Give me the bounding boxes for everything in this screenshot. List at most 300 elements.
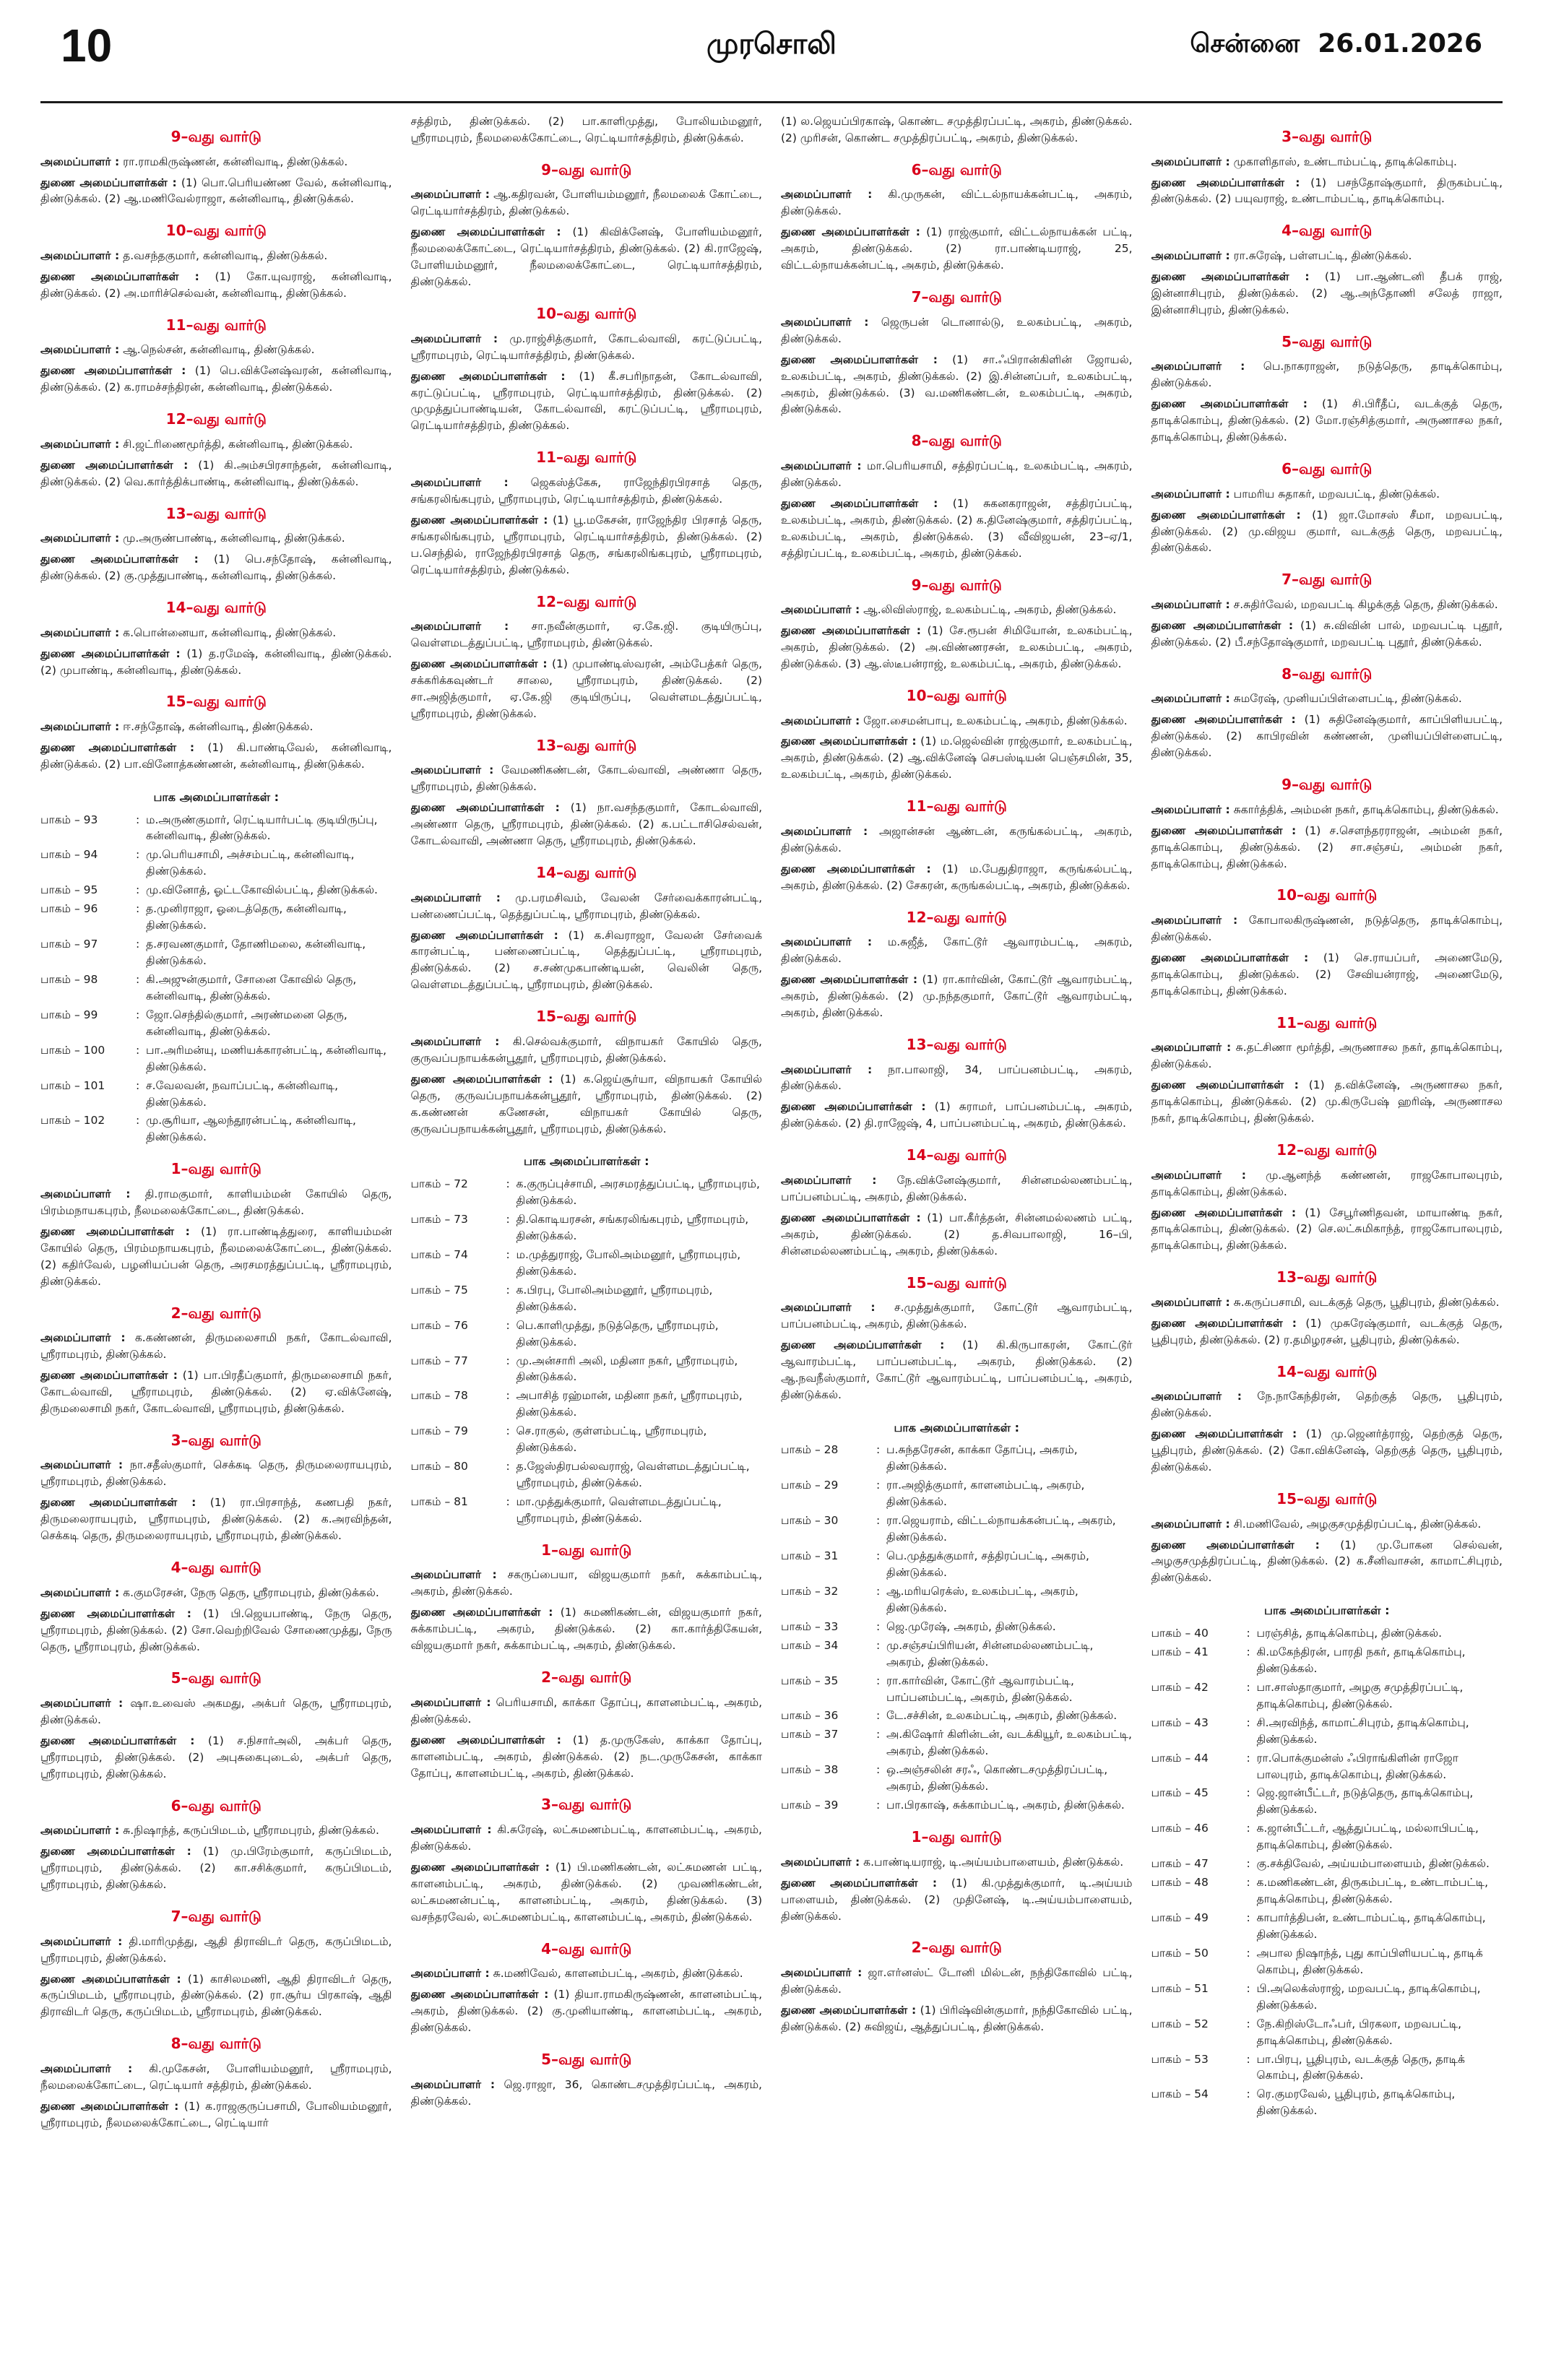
ward-title: 6–வது வார்டு (170, 1796, 262, 1814)
deputies-names: (1) சுமணிகண்டன், விஜயகுமார் நகர், சுக்காம்பட்டி, அகரம், திண்டுக்கல். (2) கா.கார்த்திகேயன், விஜயகுமார் நகர், சுக்காம்பட்டி, அகரம், திண்டுக்கல். (410, 1606, 762, 1653)
organizer-name: சி.மணிவேல், அழகுசமுத்திரப்பட்டி, திண்டுக்கல். (1233, 1517, 1482, 1531)
organizer-row (1151, 154, 1503, 170)
deputies-label: துணை அமைப்பாளர்கள் : (1151, 951, 1309, 964)
organizer-label: அமைப்பாளர் : (410, 1695, 491, 1709)
booth-separator: : (506, 1424, 510, 1438)
organizer-row (40, 342, 392, 358)
deputies-names: (1) சுராமர், பாப்பனம்பட்டி, அகரம், திண்டுக்கல். (2) தி.ராஜேஷ், 4, பாப்பனம்பட்டி, அகரம், திண்டுக்கல். (781, 1100, 1133, 1130)
booth-number: பாகம் – 41 (1151, 1645, 1209, 1658)
booth-heads-heading: பாக அமைப்பாளர்கள் : (894, 1420, 1019, 1435)
organizer-label: அமைப்பாளர் : (781, 1966, 863, 1980)
booth-separator: : (136, 1114, 140, 1128)
deputies-row (1151, 950, 1503, 1000)
booth-separator: : (876, 1728, 881, 1741)
deputies-row (411, 1071, 763, 1138)
deputies-row (40, 1606, 392, 1656)
ward-title: 13–வது வார்டு (165, 504, 267, 522)
booth-person: மு.சஞ்சய்பிரியன், சின்னமல்லணம்பட்டி, அகரம், திண்டுக்கல். (886, 1638, 1094, 1669)
deputies-names: (1) க.ராஜகுருப்பசாமி, போலியம்மனூர், ஸ்ரீராமபுரம், நீலமலைக்கோட்டை, ரெட்டியார் (40, 2099, 392, 2129)
organizer-row (1151, 1039, 1503, 1073)
booth-person: ஜோ.செந்தில்குமார், அரண்மனை தெரு, கன்னிவாடி, திண்டுக்கல். (146, 1008, 347, 1038)
booth-person: த.முனிராஜா, ஓடைத்தெரு, கன்னிவாடி, திண்டுக்கல். (146, 902, 347, 932)
ward-title: 2–வது வார்டு (170, 1304, 262, 1322)
deputies-names: (1) பா.ஆண்டனி தீபக் ராஜ், இன்னாசிபுரம், திண்டுக்கல். (2) ஆ.அந்தோணி சலேத் ராஜா, இன்னாசிபுரம், திண்டுக்கல். (1151, 269, 1503, 316)
deputies-row (781, 2002, 1133, 2035)
organizer-name: சகருப்பையா, விஜயகுமார் நகர், சுக்காம்பட்டி, அகரம், திண்டுக்கல். (410, 1568, 762, 1598)
booth-row (40, 936, 392, 969)
ward-title: 5–வது வார்டு (541, 2051, 632, 2069)
deputies-label: துணை அமைப்பாளர்கள் : (410, 369, 566, 383)
booth-person: மு.சூரியா, ஆலந்தூரன்பட்டி, கன்னிவாடி, திண்டுக்கல். (146, 1114, 356, 1144)
deputies-row (40, 1494, 392, 1544)
booth-row (411, 1423, 763, 1456)
organizer-name: முகாளிதாஸ், உண்டாம்பட்டி, தாடிக்கொம்பு. (1233, 155, 1457, 168)
deputies-label: துணை அமைப்பாளர்கள் : (40, 1496, 196, 1510)
organizer-row (781, 458, 1133, 491)
booth-row (781, 1762, 1133, 1795)
ward-section (40, 1796, 392, 1893)
ward-title: 2–வது வார்டு (541, 1669, 632, 1687)
booth-row (781, 1442, 1133, 1475)
deputies-label: துணை அமைப்பாளர்கள் : (781, 735, 917, 748)
ward-section (40, 126, 392, 207)
deputies-row (781, 623, 1133, 672)
organizer-name: ரா.ராமகிருஷ்ணன், கன்னிவாடி, திண்டுக்கல். (123, 155, 348, 168)
organizer-label: அமைப்பாளர் : (410, 2077, 496, 2091)
booth-row (781, 1619, 1133, 1635)
deputies-names: (1) முசுரேஷ்குமார், வடக்குத் தெரு, பூதிபுரம், திண்டுக்கல். (2) ர.தமிழரசன், பூதிபுரம், திண்டுக்கல். (1151, 1316, 1503, 1346)
organizer-label: அமைப்பாளர் : (410, 1823, 492, 1837)
deputies-row (781, 1099, 1133, 1132)
ward-section (40, 1906, 392, 2020)
booth-row (40, 882, 392, 899)
booth-separator: : (876, 1443, 881, 1457)
deputies-row (1151, 1426, 1503, 1476)
deputies-row (411, 1604, 763, 1654)
organizer-row (40, 1330, 392, 1363)
ward-section (40, 409, 392, 490)
organizer-row (411, 1567, 763, 1600)
organizer-name: ஜோ.சைமன்பாபு, உலகம்பட்டி, அகரம், திண்டுக்கல். (863, 714, 1128, 727)
deputies-names: (1) பூ.மகேசன், ராஜேந்திர பிரசாத் தெரு, சங்கரலிங்கபுரம், ஸ்ரீராமபுரம், ரெட்டியார்சத்திரம், திண்டுக்கல். (2) ப.செந்தில், ராஜேந்திரபிரசாத் தெரு, சங்கரலிங்கபுரம், ஸ்ரீராமபுரம், ரெட்டியார்சத்திரம், திண்டுக்கல். (410, 513, 762, 576)
deputies-label: துணை அமைப்பாளர்கள் : (781, 973, 918, 987)
ward-title: 9–வது வார்டு (1281, 776, 1373, 794)
organizer-label: அமைப்பாளர் : (1151, 914, 1238, 927)
booth-separator: : (1246, 1645, 1250, 1658)
ward-section (40, 2033, 392, 2131)
ward-title: 3–வது வார்டு (1281, 128, 1373, 145)
organizer-name: சுகார்த்திக், அம்மன் நகர், தாடிக்கொம்பு, திண்டுக்கல். (1233, 802, 1499, 816)
booth-separator: : (1246, 1946, 1250, 1960)
organizer-label: அமைப்பாளர் : (40, 1697, 124, 1710)
organizer-name: மு.அருண்பாண்டி, கன்னிவாடி, திண்டுக்கல். (123, 532, 345, 545)
booth-separator: : (136, 938, 140, 951)
organizer-label: அமைப்பாளர் : (40, 1331, 126, 1345)
deputies-names: (1) க.சிவராஜா, வேலன் சேர்வைக் காரன்பட்டி, பண்ணைப்பட்டி, தெத்துப்பட்டி, ஸ்ரீராமபுரம், திண்டுக்கல். (2) ச.சண்முகபாண்டியன், வெலின் தெரு, வெள்ளமடத்துப்பட்டி, ஸ்ரீராமபுரம், திண்டுக்கல். (410, 928, 762, 992)
deputies-label: துணை அமைப்பாளர்கள் : (410, 1072, 553, 1086)
booth-row (1151, 1856, 1503, 1872)
booth-row (781, 1637, 1133, 1671)
organizer-row (411, 890, 763, 923)
deputies-label: துணை அமைப்பாளர்கள் : (40, 1224, 190, 1238)
organizer-label: அமைப்பாளர் : (1151, 1390, 1242, 1403)
organizer-name: ஜெ.ராஜா, 36, கொண்டசமுத்திரப்பட்டி, அகரம், திண்டுக்கல். (410, 2077, 762, 2108)
ward-title: 9–வது வார்டு (541, 160, 632, 178)
organizer-name: ஜெருபன் டொனால்டு, உலகம்பட்டி, அகரம், திண்டுக்கல். (781, 315, 1133, 345)
organizer-row (1151, 358, 1503, 391)
booth-person: டே.சச்சின், உலகம்பட்டி, அகரம், திண்டுக்கல். (886, 1709, 1118, 1723)
booth-row (1151, 1874, 1503, 1908)
ward-section (411, 2049, 763, 2109)
booth-heads-heading: பாக அமைப்பாளர்கள் : (1264, 1604, 1390, 1618)
booth-person: பா.சாஸ்தாகுமார், அழகு சமுத்திரப்பட்டி, தாடிக்கொம்பு, திண்டுக்கல். (1256, 1680, 1464, 1710)
booth-person: த.சரவணகுமார், தோணிமலை, கன்னிவாடி, திண்டுக்கல். (146, 938, 366, 968)
booth-person: பி.அலெக்ஸ்ராஜ், மறவபட்டி, தாடிக்கொம்பு, திண்டுக்கல். (1256, 1981, 1481, 2012)
organizer-name: சு.தட்சிணா மூர்த்தி, அருணாசல நகர், தாடிக்கொம்பு, திண்டுக்கல். (1151, 1041, 1503, 1071)
booth-row (781, 1797, 1133, 1814)
deputies-names: (1) பா.பிரதீப்குமார், திருமலைசாமி நகர், கோடல்வாவி, ஸ்ரீராமபுரம், திண்டுக்கல். (2) ஏ.விக்னேஷ், திருமலைசாமி நகர், கோடல்வாவி, ஸ்ரீராமபுரம், திண்டுக்கல். (40, 1369, 392, 1415)
ward-title: 1–வது வார்டு (911, 1828, 1002, 1846)
ward-section (411, 735, 763, 849)
deputies-names: (1) பொ.பெரியண்ண வேல், கன்னிவாடி, திண்டுக்கல். (2) ஆ.மணிவேல்ராஜா, கன்னிவாடி, திண்டுக்கல். (40, 176, 392, 206)
booth-number: பாகம் – 77 (410, 1354, 468, 1367)
deputies-names: (1) சி.பிரீதீப், வடக்குத் தெரு, தாடிக்கொம்பு, திண்டுக்கல். (2) மோ.ரஞ்சித்குமார், அருணாசல நகர், தாடிக்கொம்பு, திண்டுக்கல். (1151, 397, 1503, 444)
booth-separator: : (136, 1078, 140, 1092)
booth-number: பாகம் – 38 (781, 1763, 839, 1777)
ward-section (40, 1668, 392, 1782)
organizer-name: சுமரேஷ், முனியப்பிள்ளைபட்டி, திண்டுக்கல். (1233, 692, 1462, 706)
ward-title: 13–வது வார்டு (906, 1035, 1007, 1053)
deputies-row (40, 457, 392, 490)
deputies-names: (1) ச.நிசார்அலி, அக்பர் தெரு, ஸ்ரீராமபுரம், திண்டுக்கல். (2) அபுசுகைபுடைல், அக்பர் தெரு, ஸ்ரீராமபுரம், திண்டுக்கல். (40, 1734, 392, 1780)
organizer-label: அமைப்பாளர் : (40, 1824, 120, 1838)
ward-title: 10–வது வார்டு (1276, 886, 1378, 904)
deputies-names: (1) கீ.சபரிநாதன், கோடல்வாவி, கரட்டுப்பட்டி, ஸ்ரீராமபுரம், ரெட்டியார்சத்திரம், திண்டுக்கல். (2) முமுத்துப்பாண்டியன், கோடல்வாவி, கரட்டுப்பட்டி, ஸ்ரீராமபுரம், ரெட்டியார்சத்திரம், திண்டுக்கல். (410, 369, 762, 433)
organizer-name: வேமணிகண்டன், கோடல்வாவி, அண்ணா தெரு, ஸ்ரீராமபுரம், திண்டுக்கல். (410, 763, 762, 794)
deputies-row (411, 512, 763, 579)
deputies-names: (1) த.விக்னேஷ், அருணாசல நகர், தாடிக்கொம்பு, திண்டுக்கல். (2) மு.கிருபேஷ் ஹரிஷ், அருணாசல நகர், தாடிக்கொம்பு, திண்டுக்கல். (1151, 1078, 1503, 1125)
organizer-row (411, 1965, 763, 1982)
deputies-names: (1) ம.பேதுதிராஜா, கருங்கல்பட்டி, அகரம், திண்டுக்கல். (2) சேகரன், கருங்கல்பட்டி, அகரம், திண்டுக்கல். (781, 862, 1133, 892)
organizer-label: அமைப்பாளர் : (410, 1967, 490, 1981)
booth-row (781, 1583, 1133, 1617)
ward-section (1151, 774, 1503, 872)
ward-section (411, 592, 763, 722)
ward-title: 2–வது வார்டு (911, 1939, 1002, 1957)
deputies-label: துணை அமைப்பாளர்கள் : (410, 657, 548, 670)
ward-title: 3–வது வார்டு (541, 1796, 632, 1814)
deputies-label: துணை அமைப்பாளர்கள் : (1151, 508, 1301, 522)
ward-title: 7–வது வார்டு (1281, 571, 1373, 589)
deputies-row (411, 1859, 763, 1926)
organizer-name: மா.பெரியசாமி, சத்திரப்பட்டி, உலகம்பட்டி, அகரம், திண்டுக்கல். (781, 459, 1133, 489)
booth-separator: : (876, 1479, 881, 1492)
organizer-row (411, 186, 763, 220)
deputies-names: (1) சா.ஃபிரான்கிளின் ஜோயல், உலகம்பட்டி, அகரம், திண்டுக்கல். (2) இ.சின்னப்பர், உலகம்பட்டி, அகரம், திண்டுக்கல். (3) வ.மணிகண்டன், உலகம்பட்டி, அகரம், திண்டுக்கல். (781, 352, 1133, 416)
booth-person: ஜெ.ஜான்பீட்டர், நடுத்தெரு, தாடிக்கொம்பு, திண்டுக்கல். (1256, 1786, 1474, 1817)
organizer-name: ஆ.கதிரவன், போளியம்மனூர், நீலமலைக் கோட்டை, ரெட்டியார்சத்திரம், திண்டுக்கல். (410, 188, 762, 218)
ward-section (1151, 1362, 1503, 1476)
ward-title: 12–வது வார்டு (906, 908, 1007, 926)
booth-number: பாகம் – 53 (1151, 2052, 1209, 2066)
organizer-label: அமைப்பாளர் : (410, 475, 509, 489)
ward-section (781, 685, 1133, 783)
booth-number: பாகம் – 50 (1151, 1946, 1209, 1960)
organizer-label: அமைப்பாளர் : (781, 603, 860, 617)
booth-person: பரஞ்சித், தாடிக்கொம்பு, திண்டுக்கல். (1256, 1627, 1443, 1640)
deputies-label: துணை அமைப்பாளர்கள் : (1151, 1078, 1299, 1092)
deputies-row (781, 352, 1133, 418)
deputies-row (781, 496, 1133, 562)
ward-section (40, 597, 392, 678)
booth-separator: : (1246, 1822, 1250, 1835)
deputies-label: துணை அமைப்பாளர்கள் : (781, 225, 920, 239)
booth-row (1151, 2051, 1503, 2085)
organizer-row (781, 314, 1133, 347)
ward-section (1151, 1267, 1503, 1348)
booth-separator: : (506, 1389, 510, 1403)
booth-separator: : (876, 1619, 881, 1633)
organizer-name: கி.சுரேஷ், லட்சுமணம்பட்டி, காளனம்பட்டி, அகரம், திண்டுக்கல். (410, 1823, 762, 1853)
deputies-label: துணை அமைப்பாளர்கள் : (410, 513, 548, 527)
booth-number: பாகம் – 32 (781, 1584, 839, 1598)
booth-separator: : (136, 1043, 140, 1057)
ward-section (1151, 885, 1503, 999)
deputies-label: துணை அமைப்பாளர்கள் : (40, 1606, 191, 1620)
deputies-label: துணை அமைப்பாளர்கள் : (40, 1734, 195, 1747)
ward-section (781, 287, 1133, 417)
ward-title: 9–வது வார்டு (911, 576, 1002, 594)
organizer-row (1151, 691, 1503, 707)
ward-section (1151, 569, 1503, 650)
organizer-label: அமைப்பாளர் : (40, 1187, 131, 1200)
booth-heads-heading: பாக அமைப்பாளர்கள் : (524, 1154, 649, 1169)
deputies-row (1151, 1205, 1503, 1255)
organizer-name: க.பாண்டியராஜ், டி.அய்யம்பாளையம், திண்டுக்கல். (863, 1855, 1124, 1869)
organizer-label: அமைப்பாளர் : (40, 532, 120, 545)
deputies-names: (1) பிரிஷ்வின்குமார், நந்திகோவில் பட்டி, திண்டுக்கல். (2) சுவிஜய், ஆத்துப்பட்டி, திண்டுக்கல். (781, 2003, 1133, 2033)
organizer-name: பெ.நாகராஜன், நடுத்தெரு, தாடிக்கொம்பு, திண்டுக்கல். (1151, 360, 1503, 390)
booth-person: செ.ராகுல், குள்ளம்பட்டி, ஸ்ரீராமபுரம், திண்டுக்கல். (516, 1424, 707, 1455)
booth-separator: : (1246, 1786, 1250, 1800)
booth-person: பெ.காளிமுத்து, நடுத்தெரு, ஸ்ரீராமபுரம், திண்டுக்கல். (516, 1318, 719, 1349)
booth-row (1151, 1945, 1503, 1978)
ward-title: 1–வது வார்டு (170, 1160, 262, 1178)
ward-section (781, 430, 1133, 561)
booth-number: பாகம் – 33 (781, 1619, 839, 1633)
organizer-row (411, 2077, 763, 2110)
booth-person: அபால நிஷாந்த், புது காப்பிளியபட்டி, தாடிக் கொம்பு, திண்டுக்கல். (1256, 1946, 1483, 1976)
deputies-row (781, 1875, 1133, 1925)
ward-section (781, 1827, 1133, 1924)
deputies-row (40, 175, 392, 208)
deputies-label: துணை அமைப்பாளர்கள் : (1151, 1206, 1297, 1219)
deputies-row (40, 1367, 392, 1417)
ward-title: 8–வது வார்டு (1281, 665, 1373, 683)
deputies-names: (1) பெ.சந்தோஷ், கன்னிவாடி, திண்டுக்கல். (2) கு.முத்துபாண்டி, கன்னிவாடி, திண்டுக்கல். (40, 553, 392, 583)
deputies-label: துணை அமைப்பாளர்கள் : (1151, 618, 1294, 632)
deputies-row (411, 800, 763, 849)
deputies-names: (1) முபாண்டிஸ்வரன், அம்பேத்கர் தெரு, சக்கரிக்கவுண்டர் சாலை, ஸ்ரீராமபுரம், திண்டுக்கல். (2) சா.அஜித்குமார், ஏ.கே.ஜி குடியிருப்பு, வெள்ளமடத்துப்பட்டி, ஸ்ரீராமபுரம், திண்டுக்கல். (410, 657, 762, 720)
booth-row (1151, 2016, 1503, 2049)
booth-row (1151, 1715, 1503, 1748)
booth-row (781, 1673, 1133, 1706)
booth-row (781, 1726, 1133, 1760)
organizer-label: அமைப்பாளர் : (410, 891, 501, 904)
booth-number: பாகம் – 93 (40, 813, 98, 826)
booth-separator: : (876, 1763, 881, 1777)
deputies-row (1151, 1315, 1503, 1349)
deputies-label: துணை அமைப்பாளர்கள் : (781, 1211, 921, 1224)
booth-person: காபார்த்திபன், உண்டாம்பட்டி, தாடிக்கொம்பு, திண்டுக்கல். (1256, 1911, 1486, 1941)
deputies-label: துணை அமைப்பாளர்கள் : (781, 496, 938, 510)
booth-number: பாகம் – 52 (1151, 2017, 1209, 2030)
organizer-label: அமைப்பாளர் : (781, 935, 873, 949)
booth-number: பாகம் – 31 (781, 1549, 839, 1563)
booth-person: கு.சக்திவேல், அய்யம்பாளையம், திண்டுக்கல். (1256, 1857, 1490, 1871)
booth-number: பாகம் – 100 (40, 1043, 105, 1057)
organizer-row (1151, 597, 1503, 613)
deputies-names: (1) த.ரமேஷ், கன்னிவாடி, திண்டுக்கல். (2) முபாண்டி, கன்னிவாடி, திண்டுக்கல். (40, 646, 392, 677)
booth-number: பாகம் – 43 (1151, 1715, 1209, 1729)
deputies-label: துணை அமைப்பாளர்கள் : (781, 352, 938, 366)
organizer-label: அமைப்பாளர் : (1151, 597, 1230, 611)
organizer-row (781, 823, 1133, 857)
deputies-row (40, 2098, 392, 2132)
booth-row (1151, 1910, 1503, 1943)
booth-row (781, 1513, 1133, 1546)
organizer-label: அமைப்பாளர் : (781, 714, 860, 727)
organizer-label: அமைப்பாளர் : (1151, 802, 1230, 816)
deputies-names: (1) மு.ஜெனர்த்ராஜ், தெற்குத் தெரு, பூதிபுரம், திண்டுக்கல். (2) கோ.விக்னேஷ், தெற்குத் தெரு, பூதிபுரம், திண்டுக்கல். (1151, 1427, 1503, 1474)
booth-person: ஜெ.முரேஷ், அகரம், திண்டுக்கல். (886, 1619, 1056, 1633)
organizer-row (40, 248, 392, 264)
deputies-label: துணை அமைப்பாளர்கள் : (1151, 1427, 1297, 1441)
ward-title: 5–வது வார்டு (1281, 332, 1373, 350)
deputies-label: துணை அமைப்பாளர்கள் : (1151, 713, 1296, 727)
organizer-row (40, 1186, 392, 1219)
organizer-row (1151, 1516, 1503, 1533)
deputies-names: (1) மு.போகன செல்வன், அழகுசமுத்திரப்பட்டி, திண்டுக்கல். (2) க.சீனிவாசன், காமாட்சிபுரம், திண்டுக்கல். (1151, 1538, 1503, 1585)
booth-separator: : (136, 972, 140, 986)
booth-number: பாகம் – 78 (410, 1389, 468, 1403)
booth-row (40, 972, 392, 1005)
deputies-label: துணை அமைப்பாளர்கள் : (1151, 1538, 1320, 1552)
organizer-row (411, 475, 763, 508)
organizer-name: ரா.சுரேஷ், பள்ளபட்டி, திண்டுக்கல். (1233, 249, 1412, 262)
ward-title: 10–வது வார்டு (536, 305, 637, 323)
organizer-name: மு.ஆனந்த் கண்ணன், ராஜகோபாலபுரம், தாடிக்கொம்பு, திண்டுக்கல். (1151, 1168, 1503, 1198)
booth-person: ரா.ஜெயராம், விட்டல்நாயக்கன்பட்டி, அகரம், திண்டுக்கல். (886, 1514, 1116, 1544)
booth-person: க.பிரபு, போலிஅம்மனூர், ஸ்ரீராமபுரம், திண்டுக்கல். (516, 1283, 713, 1313)
organizer-label: அமைப்பாளர் : (1151, 692, 1230, 706)
deputies-names: (1) கி.கிருபாகரன், கோட்டூர் ஆவாரம்பட்டி, பாப்பனம்பட்டி, அகரம், திண்டுக்கல். (2) ஆ.நவநீஸ்குமார், கோட்டூர் ஆவாரம்பட்டி, பாப்பனம்பட்டி, அகரம், திண்டுக்கல். (781, 1338, 1133, 1401)
deputies-label: துணை அமைப்பாளர்கள் : (781, 624, 921, 638)
booth-separator: : (506, 1495, 510, 1509)
deputies-label: துணை அமைப்பாளர்கள் : (410, 1860, 550, 1874)
booth-number: பாகம் – 37 (781, 1728, 839, 1741)
organizer-label: அமைப்பாளர் : (40, 437, 120, 451)
organizer-label: அமைப்பாளர் : (1151, 1041, 1232, 1055)
deputies-row (40, 1971, 392, 2021)
booth-person: ரா.அஜித்குமார், காளனம்பட்டி, அகரம், திண்டுக்கல். (886, 1479, 1085, 1509)
ward-section (40, 1303, 392, 1417)
deputies-row (40, 1843, 392, 1893)
deputies-row (1151, 1537, 1503, 1587)
organizer-name: கி.செல்வக்குமார், விநாயகர் கோயில் தெரு, குருவப்பநாயக்கன்பூதூர், ஸ்ரீராமபுரம், திண்டுக்கல். (410, 1034, 762, 1065)
booth-heads-heading: பாக அமைப்பாளர்கள் : (153, 789, 279, 804)
booth-number: பாகம் – 39 (781, 1799, 839, 1812)
ward-section (1151, 1013, 1503, 1127)
booth-row (40, 1112, 392, 1146)
ward-title: 12–வது வார்டு (1276, 1141, 1378, 1159)
booth-number: பாகம் – 49 (1151, 1911, 1209, 1925)
ward-title: 11–வது வார்டு (536, 449, 637, 467)
deputies-names: (1) ரா.பிரசாந்த், கணபதி நகர், திருமலைராயபுரம், ஸ்ரீராமபுரம், திண்டுக்கல். (2) க.அரவிந்தன், செக்கடி தெரு, திருமலைராயபுரம், ஸ்ரீராமபுரம், திண்டுக்கல். (40, 1496, 392, 1543)
booth-separator: : (1246, 1876, 1250, 1890)
booth-separator: : (136, 902, 140, 916)
organizer-row (1151, 248, 1503, 264)
deputies-names: (1) கி.அம்சபிரசாந்தன், கன்னிவாடி, திண்டுக்கல். (2) வெ.கார்த்திக்பாண்டி, கன்னிவாடி, திண்டுக்கல். (40, 458, 392, 488)
deputies-row (40, 551, 392, 584)
deputies-row (781, 861, 1133, 894)
booth-separator: : (1246, 2087, 1250, 2101)
booth-row (40, 1078, 392, 1111)
organizer-name: சு.நிஷாந்த், கருப்பிமடம், ஸ்ரீராமபுரம், திண்டுக்கல். (123, 1824, 379, 1838)
ward-section (1151, 1489, 1503, 1586)
deputies-row (1151, 618, 1503, 651)
ward-section (411, 1540, 763, 1654)
organizer-row (1151, 912, 1503, 945)
deputies-names: (1) கி.பாண்டிவேல், கன்னிவாடி, திண்டுக்கல். (2) பா.வினோத்கண்ணன், கன்னிவாடி, திண்டுக்கல். (40, 740, 392, 771)
ward-section (40, 1159, 392, 1289)
deputies-row (411, 1986, 763, 2036)
organizer-row (40, 530, 392, 547)
organizer-label: அமைப்பாளர் : (1151, 249, 1230, 262)
organizer-row (781, 713, 1133, 730)
ward-section (40, 315, 392, 396)
ward-title: 11–வது வார்டு (165, 316, 267, 334)
deputies-row (1151, 175, 1503, 208)
ward-title: 5–வது வார்டு (170, 1669, 262, 1687)
deputies-row (781, 1210, 1133, 1260)
ward-title: 7–வது வார்டு (911, 288, 1002, 306)
booth-number: பாகம் – 42 (1151, 1680, 1209, 1694)
booth-row (1151, 1750, 1503, 1783)
deputies-names: (1) க.ஜெய்சூர்யா, விநாயகர் கோயில் தெரு, குருவப்பநாயக்கன்பூதூர், ஸ்ரீராமபுரம், திண்டுக்கல். (2) க.கண்ணன் கணேசன், விநாயகர் கோயில் தெரு, குருவப்பநாயக்கன்பூதூர், ஸ்ரீராமபுரம், திண்டுக்கல். (410, 1072, 762, 1135)
organizer-name: ஆ.நெல்சன், கன்னிவாடி, திண்டுக்கல். (123, 343, 315, 357)
booth-separator: : (506, 1177, 510, 1191)
booth-person: மு.பெரியசாமி, அச்சம்பட்டி, கன்னிவாடி, திண்டுக்கல். (146, 848, 355, 878)
organizer-row (1151, 802, 1503, 818)
organizer-name: நே.நாகேந்திரன், தெற்குத் தெரு, பூதிபுரம், திண்டுக்கல். (1151, 1390, 1503, 1420)
ward-section (411, 447, 763, 578)
booth-separator: : (1246, 2052, 1250, 2066)
deputies-label: துணை அமைப்பாளர்கள் : (1151, 269, 1310, 283)
booth-separator: : (506, 1283, 510, 1297)
deputies-row (411, 927, 763, 994)
deputies-row (1151, 1077, 1503, 1127)
ward-section (411, 303, 763, 434)
booth-row (1151, 1785, 1503, 1818)
ward-section (781, 1034, 1133, 1132)
deputies-row (1151, 269, 1503, 319)
ward-title: 4–வது வார்டு (541, 1939, 632, 1957)
booth-row (411, 1353, 763, 1386)
booth-person: க.மணிகண்டன், திருகம்பட்டி, உண்டாம்பட்டி, தாடிக்கொம்பு, திண்டுக்கல். (1256, 1876, 1489, 1906)
organizer-label: அமைப்பாளர் : (410, 620, 509, 633)
deputies-names: (1) பி.ஜெயபாண்டி, நேரு தெரு, ஸ்ரீராமபுரம், திண்டுக்கல். (2) சோ.வெற்றிவேல் சோணைமுத்து, நேரு தெரு, ஸ்ரீராமபுரம், திண்டுக்கல். (40, 1606, 392, 1653)
